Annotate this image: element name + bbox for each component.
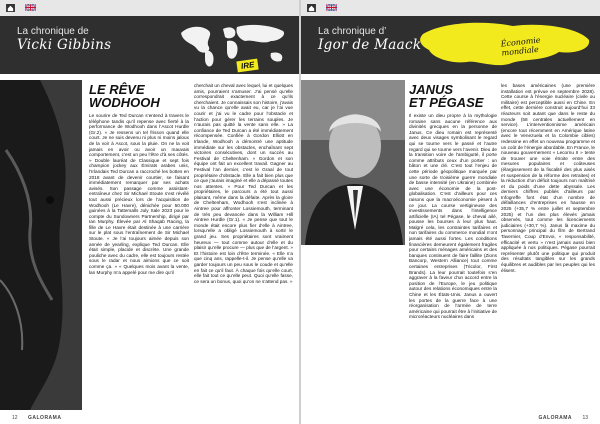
- horse-head-illustration: [0, 80, 82, 410]
- page-number: 12: [12, 415, 18, 421]
- home-icon[interactable]: [307, 4, 316, 12]
- brand-name: GALORAMA: [538, 415, 572, 421]
- uk-flag-icon[interactable]: [326, 4, 337, 11]
- chronicle-label: La chronique d’: [318, 26, 387, 37]
- page-footer: [301, 412, 600, 424]
- article-body-text-2: cherchait un cheval avec lequel, lui et quelques amis, pourraient s’amuser. J’ai pensé qu’elle correspondrait exactement à ce qu’ils cherchaient. Je connaissais son histoire, j’avais vu la chance qu’elle avait eu, car je l’ai vue courir et j’ai vu le cadre pour l’obstacle et l’action pour gérer les terrains souples. Je n’aurais pas quitté la vente sans elle. » La confiance de Ted Durcan a été immédiatement récompensée. Confiée à Gordon Elliott en Irlande, Wodhooh a démontré une aptitude immédiate sur les obstacles, enchaînant sept victoires consécutives, dont un succès au Festival de Cheltenham. « Gordon et son équipe ont fait un excellent travail. Gagner au Festival l’an dernier, c’est le Graal de tout propriétaire d’obstacle. Elle a fait bien plus que ce que j’aurais imaginé et elle a dépassé toutes nos attentes. » Pour Ted Durcan et les propriétaires, le parcours a été tout aussi plaisant, même dans la défaite. Après la gloire de Cheltenham, Wodhooh s’est inclinée à Aintree pour affronter Lossiemouth, terminant de très peu devancée dans la William Hill Aintree Hurdle (Gr.1). « Je pense que tout le monde était encore plus fier d’elle à Aintree, lorsqu’elle a obligé Lossiemouth à sortir le grand jeu. Ses propriétaires sont vraiment heureux — tout comme autour d’elle et du plaisir qu’elle procure — plus que de l’argent. » Et l’histoire est loin d’être terminée. « Elle n’a que cinq ans, rappelle-t-il. Je pense qu’elle va garder toujours un peu sous le coude et qu’elle en fait ce qu’il faut. À chaque fois qu’elle court, elle fait tout ce qu’elle peut. Quoi qu’elle fasse, ce sera un bonus, quoi qu’on ne s’attend pas. »: [194, 83, 293, 284]
- article-title: [89, 83, 160, 109]
- article-column-2: [194, 83, 293, 409]
- page-number: 13: [582, 415, 588, 421]
- article-title-line-2: ET PÉGASE: [409, 95, 484, 110]
- brand-name: GALORAMA: [28, 415, 62, 421]
- article-column-1: [409, 113, 497, 409]
- article-title-line-1: LE RÊVE: [89, 82, 145, 97]
- article-body-text-2: les bases américaines (une première installation est prévue en septembre 2028). Cette course à l’énergie nucléaire (civile ou militaire) est perceptible aussi en Chine. En effet, cette dernière construit aujourd’hui 33 réacteurs soit autant que dans le reste du monde (58 centrales actuellement en service). L’interventionnisme américain (encore tout récemment en Amérique latine avec le Venezuela et la Colombie cibles) redessine en effet un nouveau programme et un coût de l’énergie abordable. En France, le nouveau gouvernement « Lecornu II » tente de trouver une voie étroite entre des mesures populaires et coûteuses (élargissement de la fiscalité des plus aisés et suspension de la réforme des retraites) et la réduction d’un déficit toujours non maîtrisé et du poids d’une dette abyssale. Les derniers chiffres publiés d’ailleurs par Infogreffe font état d’un nombre de défaillances d’entreprises en hausse en 2025 (+35,7 % entre juillet et septembre 2025) et l’un des plus élevés jamais observés, tout comme les licenciements judiciaires (+30,7 %). Janus là maxime du personnage principal du film de Bertrand Tavernier, Coup d’Envoi, « responsabilité, efficacité et vertu » n’est jamais aussi bien appliquée à nos politiques. Pégase pourrait représenter plutôt une politique qui produit des résultats tangibles sur les grands équilibres et audibles par les peuples qui les élisent.: [501, 83, 595, 273]
- right-page: [301, 0, 600, 424]
- article-title-line-1: JANUS: [409, 82, 454, 97]
- author-name: Igor de Maack: [318, 37, 422, 53]
- top-strip: [301, 0, 600, 16]
- article-body-text-1: Le sourire de Ted Durcan s’entend à travers le téléphone tandis qu’il repense avec fierté à la performance de Wodhooh dans l’Ascot Hurdle (Gr.2). « Je ressens un tel frisson quand elle court. Je ne suis devenu ni plus ni moins jaloux de la voir à Ascot, sous la pluie. On ne la voit jamais en avoir ou avoir un mauvais comportement, c’est un peu l’être d’à ses côtés. » Double lauréat de Classique et sept fois champion jockey aux Émirats arabes unis, l’Irlandais Ted Durcan a raccroché les bottes en 2018 avant de devenir courtier, se faisant immédiatement remarquer par ses achats avisés. Son passage comme assistant-entraîneur chez Sir Michael Stoute s’est révélé tout aussi précieux lors de l’acquisition de Wodhooh (Le Havre), dénichée pour 50.000 guinées à la Tattersalls July Sale 2023 pour le compte du Sundowners Partnership, dirigé par Ian Murphy. Élevée par Al Shaqab Racing, la fille de Le Havre était destinée à une carrière sur le plat sous l’entraînement de Sir Michael Stoute. « Je l’ai toujours aimée depuis son année de yearling, explique Ted Durcan. Elle était simple, placide et discrète. Une grande pouliche avec du cadre, elle est toujours restée sous le radar et nous aimions que ce soit comme ça. » « Quelques mois avant la vente, lan Murphy m’a appelé pour me dire qu’il: [89, 113, 189, 275]
- page-footer: [0, 412, 299, 424]
- author-portrait: [301, 80, 405, 245]
- chronicle-label: La chronique de: [17, 26, 89, 37]
- country-badge: IRE: [236, 59, 259, 73]
- article-column-2: [501, 83, 595, 409]
- article-column-1: [89, 113, 189, 409]
- article-title: [409, 83, 483, 109]
- article-title-line-2: WODHOOH: [89, 95, 160, 110]
- home-icon[interactable]: [6, 4, 15, 12]
- top-strip: [0, 0, 299, 16]
- portrait-illustration: [301, 80, 405, 245]
- author-name: Vicki Gibbins: [17, 37, 112, 53]
- topic-badge: Économie mondiale: [500, 35, 541, 58]
- horse-photo: [0, 80, 82, 410]
- world-map-illustration: [175, 19, 293, 71]
- left-page: [0, 0, 299, 424]
- article-body-text-1: Il existe un dieu propre à la mythologie romaine sans aucune référence aux divinités grecques en la personne de Janus. Ce dieu romain est représenté avec deux visages symbolisant le regard qui se tourne vers le passé et l’autre regard qui se tourne vers l’avenir. Dieu de la transition voire de l’ambiguïté, il porte comme attributs ceux d’un portier : un bâton et une clé. C’est tout l’enjeu de cette période géopolitique marquée par une sorte de troisième guerre mondiale de basse intensité (en Ukraine) combinée avec une économie de la post-globalisation. C’est d’ailleurs pour ces raisons que la macroéconomie pèsent à ce jour. La course vertigineuse des investissements dans l’intelligence artificielle (IA) tel Pégase, le cheval ailé, pousse les bourses à leur plus haut. Malgré cela, les contraintes tarifaires et non tarifaires du commerce mondial n’ont jamais été aussi fortes. Les conditions financières demeurent également fragiles pour certains ménages américains et des banques continuent de faire faillite (Zions Bancorp, Western Alliance) tout comme certaines entreprises (Tricolor, First Brands). La leur pourrait toutefois s’en aggraver à la faveur d’un accord entre la position de l’Europe, le jeu politique autour des relations économiques entre la Chine et les États-Unis. Janus a ouvert les portes de la guerre face à une réorganisation de l’armée de terre américaine qui pourrait être à l’initiative de microréacteurs nucléaires dans: [409, 113, 497, 320]
- uk-flag-icon[interactable]: [25, 4, 36, 11]
